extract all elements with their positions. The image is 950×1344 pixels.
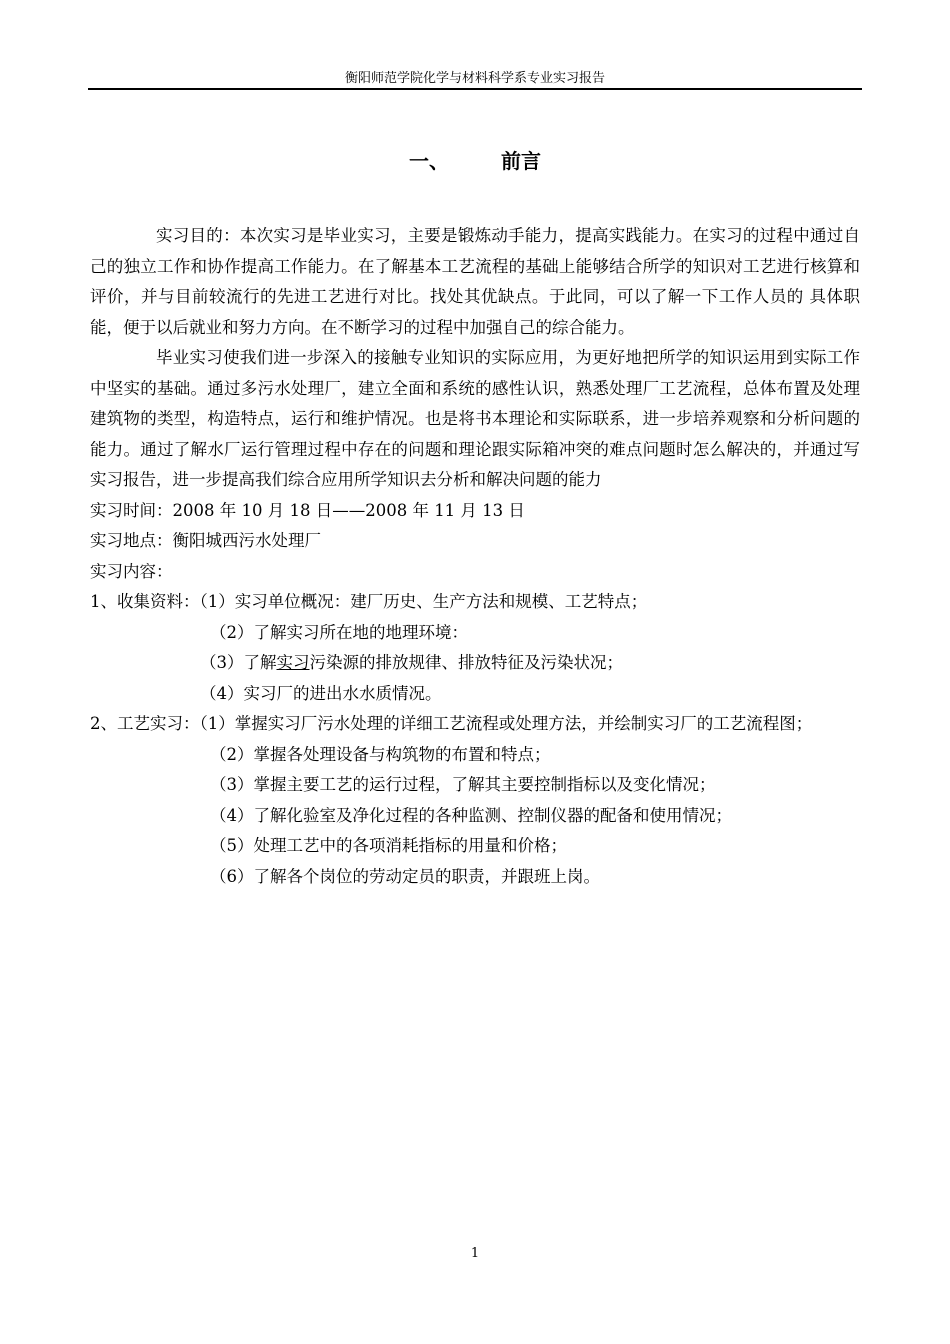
process-item-3: （3）掌握主要工艺的运行过程，了解其主要控制指标以及变化情况； (210, 775, 716, 794)
purpose-paragraph: 实习目的：本次实习是毕业实习，主要是锻炼动手能力，提高实践能力。在实习的过程中通过自己的独立工作和协作提高工作能力。在了解基本工艺流程的基础上能够结合所学的知识对工艺进行核算和评价，并与目前较流行的先进工艺进行对比。找处其优缺点。于此同，可以了解一下工作人员的 具体职能，便于以后就业和努力方向。在不断学习的过程中加强自己的综合能力。 (90, 226, 860, 337)
page-header: 衡阳师范学院化学与材料科学系专业实习报告 (344, 71, 605, 86)
process-item-4: （4）了解化验室及净化过程的各种监测、控制仪器的配备和使用情况； (210, 805, 732, 825)
place-line: 实习地点：衡阳城西污水处理厂 (90, 531, 321, 550)
significance-paragraph: 毕业实习使我们进一步深入的接触专业知识的实际应用，为更好地把所学的知识运用到实际工作中坚实的基础。通过多污水处理厂，建立全面和系统的感性认识，熟悉处理厂工艺流程，总体布置及处理建筑物的类型，构造特点，运行和维护情况。也是将书本理论和实际联系，进一步培养观察和分析问题的能力。通过了解水厂运行管理过程中存在的问题和理论跟实际箱冲突的难点问题时怎么解决的，并通过写实习报告，进一步提高我们综合应用所学知识去分析和解决问题的能力 (90, 348, 860, 489)
process-item-2: （2）掌握各处理设备与构筑物的布置和特点； (210, 744, 551, 764)
time-line: 实习时间：2008 年 10 月 18 日——2008 年 11 月 13 日 (90, 500, 525, 520)
collect-item-1: 1、收集资料：（1）实习单位概况：建厂历史、生产方法和规模、工艺特点； (90, 592, 648, 611)
document-body (90, 221, 860, 892)
collect-item-4: （4）实习厂的进出水水质情况。 (200, 683, 442, 703)
process-item-6: （6）了解各个岗位的劳动定员的职责，并跟班上岗。 (210, 866, 600, 886)
section-number: 一、 (409, 149, 449, 173)
collect-item-2: （2）了解实习所在地的地理环境： (210, 622, 468, 642)
section-heading: 前言 (501, 149, 541, 173)
process-item-5: （5）处理工艺中的各项消耗指标的用量和价格； (210, 836, 567, 855)
collect-item-3-a: （3）了解 (200, 653, 277, 672)
header-rule (88, 88, 862, 90)
collect-item-3-underlined: 实习 (276, 653, 310, 672)
process-item-1: 2、工艺实习：（1）掌握实习厂污水处理的详细工艺流程或处理方法，并绘制实习厂的工艺流程图； (90, 714, 813, 733)
section-title (0, 148, 950, 174)
collect-item-3 (90, 648, 860, 679)
content-label: 实习内容： (90, 561, 173, 581)
collect-item-3-b: 污染源的排放规律、排放特征及污染状况； (309, 653, 623, 672)
page-number: 1 (470, 1246, 480, 1261)
